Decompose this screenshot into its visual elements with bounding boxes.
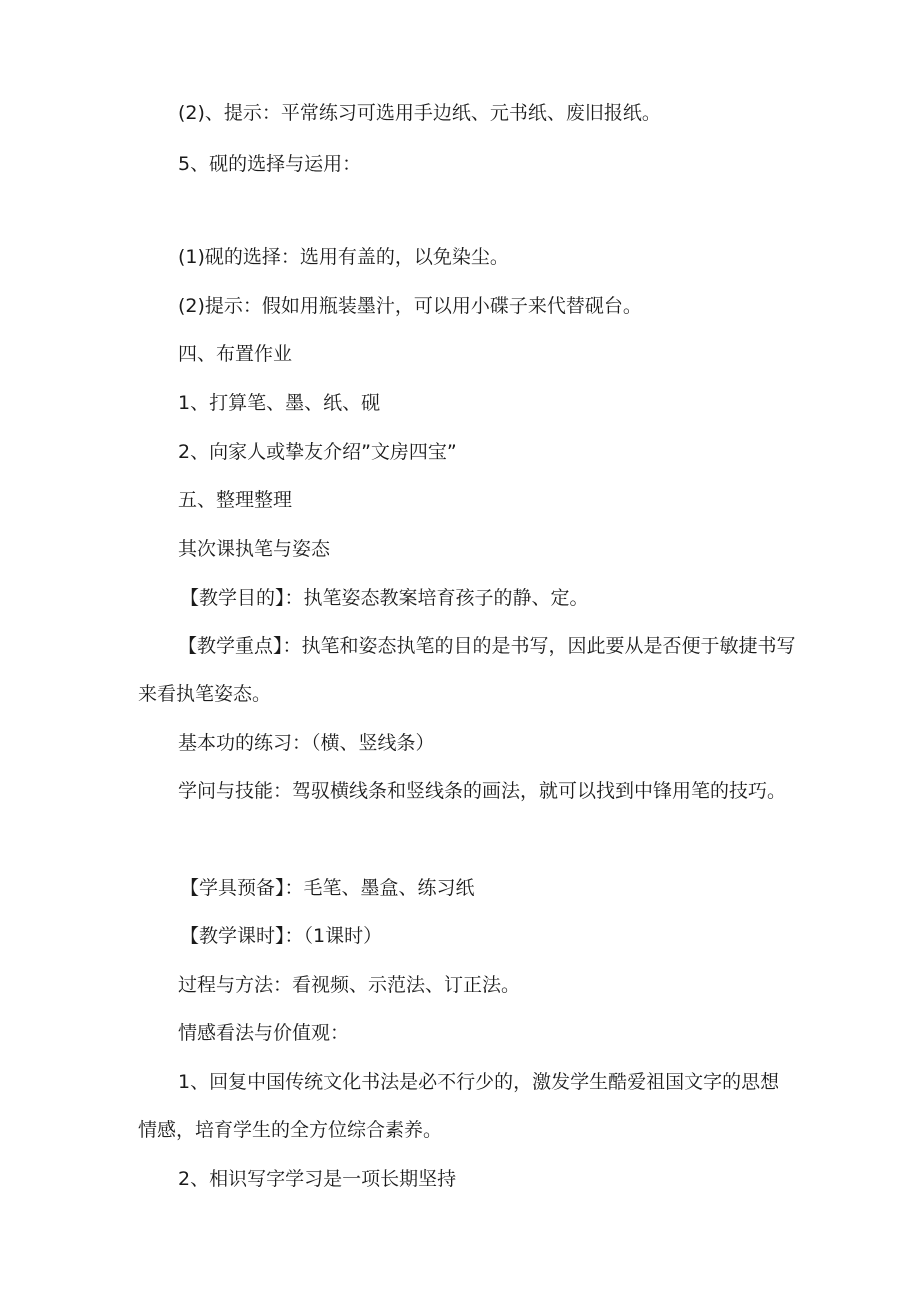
section-heading-homework: 四、布置作业 [178, 343, 293, 365]
paragraph-inkstone-choice: (1)砚的选择：选用有盖的，以免染尘。 [178, 246, 509, 268]
lesson-title: 其次课执笔与姿态 [178, 538, 331, 560]
paragraph-inkstone-tip: (2)提示：假如用瓶装墨汁，可以用小碟子来代替砚台。 [178, 295, 642, 317]
paragraph-basic-practice: 基本功的练习：（横、竖线条） [178, 732, 435, 754]
paragraph-knowledge-skills: 学问与技能：驾驭横线条和竖线条的画法，就可以找到中锋用笔的技巧。 [178, 780, 787, 802]
paragraph-class-hours: 【教学课时】：（1课时） [180, 925, 383, 947]
paragraph-teaching-focus: 【教学重点】：执笔和姿态执笔的目的是书写，因此要从是否便于敏捷书写来看执笔姿态。 [138, 635, 796, 705]
paragraph-process-method: 过程与方法：看视频、示范法、订正法。 [178, 974, 521, 996]
paragraph-homework-1: 1、打算笔、墨、纸、砚 [178, 392, 381, 414]
paragraph-teaching-goal: 【教学目的】：执笔姿态教案培育孩子的静、定。 [180, 587, 589, 609]
paragraph-values-2: 2、相识写字学习是一项长期坚持 [178, 1168, 457, 1190]
paragraph-homework-2: 2、向家人或挚友介绍”文房四宝” [178, 441, 457, 463]
paragraph-emotion-values: 情感看法与价值观： [178, 1022, 350, 1044]
paragraph-materials: 【学具预备】：毛笔、墨盒、练习纸 [180, 877, 475, 899]
paragraph-inkstone-heading: 5、砚的选择与运用： [178, 153, 362, 175]
paragraph-paper-tip: (2)、提示：平常练习可选用手边纸、元书纸、废旧报纸。 [178, 102, 661, 124]
paragraph-values-1: 1、回复中国传统文化书法是必不行少的，激发学生酷爱祖国文字的思想情感，培育学生的全方位综合素养。 [138, 1071, 780, 1141]
section-heading-summary: 五、整理整理 [178, 489, 293, 511]
